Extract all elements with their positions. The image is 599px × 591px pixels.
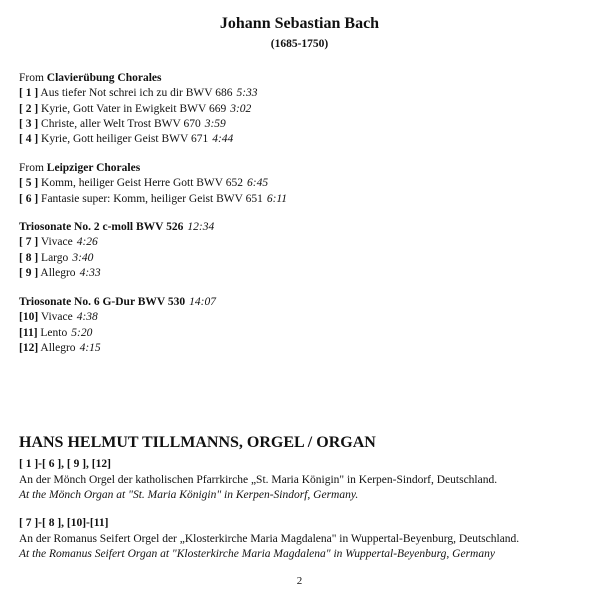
venue-block-2 (19, 516, 519, 563)
group-heading (19, 220, 214, 235)
track-row (19, 235, 214, 250)
track-title: Fantasie super: Komm, heiliger Geist BWV 651 (41, 192, 263, 205)
track-title: Christe, aller Welt Trost BWV 670 (41, 117, 201, 130)
group-heading (19, 161, 287, 176)
track-title: Allegro (40, 341, 76, 354)
track-number: [ 7 ] (19, 236, 39, 249)
track-number: [ 8 ] (19, 251, 39, 264)
track-number: [12] (19, 341, 39, 354)
track-row (19, 326, 216, 341)
track-row (19, 176, 287, 191)
track-number: [ 3 ] (19, 117, 39, 130)
group-title: Triosonate No. 2 c-moll BWV 526 (19, 221, 184, 233)
track-number: [ 5 ] (19, 177, 39, 190)
track-duration: 6:45 (247, 177, 269, 190)
track-duration: 3:02 (230, 102, 252, 115)
group-prefix: From (19, 72, 47, 84)
track-title: Aus tiefer Not schrei ich zu dir BWV 686 (40, 87, 233, 100)
page-number: 2 (296, 575, 303, 587)
track-duration: 3:40 (72, 251, 94, 264)
program-group-leipziger (19, 161, 287, 207)
group-heading (19, 71, 258, 86)
venue-english: At the Mönch Organ at "St. Maria Königin" in Kerpen-Sindorf, Germany. (19, 489, 359, 501)
track-row (19, 86, 258, 101)
track-duration: 4:33 (79, 266, 101, 279)
group-heading (19, 295, 216, 310)
program-group-clavieruebung (19, 71, 258, 147)
track-row (19, 102, 258, 117)
track-number: [10] (19, 311, 39, 324)
group-duration: 12:34 (187, 221, 215, 233)
venue-german: An der Romanus Seifert Orgel der „Klosterkirche Maria Magdalena" in Wuppertal-Beyenburg, Deutschland. (19, 532, 520, 545)
track-number: [11] (19, 326, 38, 339)
track-title: Vivace (40, 311, 73, 324)
track-row (19, 117, 258, 132)
group-title: Triosonate No. 6 G-Dur BWV 530 (19, 296, 186, 308)
track-duration: 4:38 (76, 311, 98, 324)
group-prefix: From (19, 162, 47, 174)
venue-tracks: [ 7 ]-[ 8 ], [10]-[11] (19, 517, 109, 529)
group-title: Clavierübung Chorales (46, 72, 162, 84)
artist-heading: HANS HELMUT TILLMANNS, ORGEL / ORGAN (19, 434, 376, 451)
track-duration: 6:11 (266, 192, 288, 205)
track-title: Lento (40, 326, 68, 339)
venue-tracks: [ 1 ]-[ 6 ], [ 9 ], [12] (19, 458, 111, 470)
venue-german: An der Mönch Orgel der katholischen Pfarrkirche „St. Maria Königin" in Kerpen-Sindorf, Deutschland. (19, 473, 498, 486)
track-title: Kyrie, Gott Vater in Ewigkeit BWV 669 (41, 102, 227, 115)
track-title: Allegro (40, 266, 76, 279)
track-row (19, 192, 287, 207)
track-title: Kyrie, Gott heiliger Geist BWV 671 (41, 133, 209, 146)
venue-english: At the Romanus Seifert Organ at "Klosterkirche Maria Magdalena" in Wuppertal-Beyenburg, Germany (19, 548, 495, 560)
track-row (19, 266, 214, 281)
track-number: [ 9 ] (19, 266, 39, 279)
program-group-triosonate-2 (19, 220, 214, 281)
venue-block-1 (19, 457, 497, 504)
program-group-triosonate-6 (19, 295, 216, 356)
track-number: [ 1 ] (19, 87, 39, 100)
group-duration: 14:07 (189, 296, 216, 308)
track-title: Largo (41, 251, 69, 264)
track-row (19, 341, 216, 356)
track-duration: 4:15 (79, 341, 101, 354)
track-duration: 3:59 (204, 117, 226, 130)
composer-dates: (1685-1750) (270, 38, 329, 50)
track-number: [ 6 ] (19, 192, 39, 205)
track-number: [ 4 ] (19, 133, 39, 146)
track-title: Vivace (40, 236, 73, 249)
track-duration: 5:20 (71, 326, 93, 339)
group-title: Leipziger Chorales (46, 162, 141, 174)
track-duration: 4:44 (212, 133, 234, 146)
track-number: [ 2 ] (19, 102, 39, 115)
composer-name: Johann Sebastian Bach (219, 15, 380, 32)
track-row (19, 251, 214, 266)
track-title: Komm, heiliger Geist Herre Gott BWV 652 (41, 177, 244, 190)
track-row (19, 132, 258, 147)
track-duration: 5:33 (236, 87, 258, 100)
track-duration: 4:26 (76, 236, 98, 249)
track-row (19, 310, 216, 325)
